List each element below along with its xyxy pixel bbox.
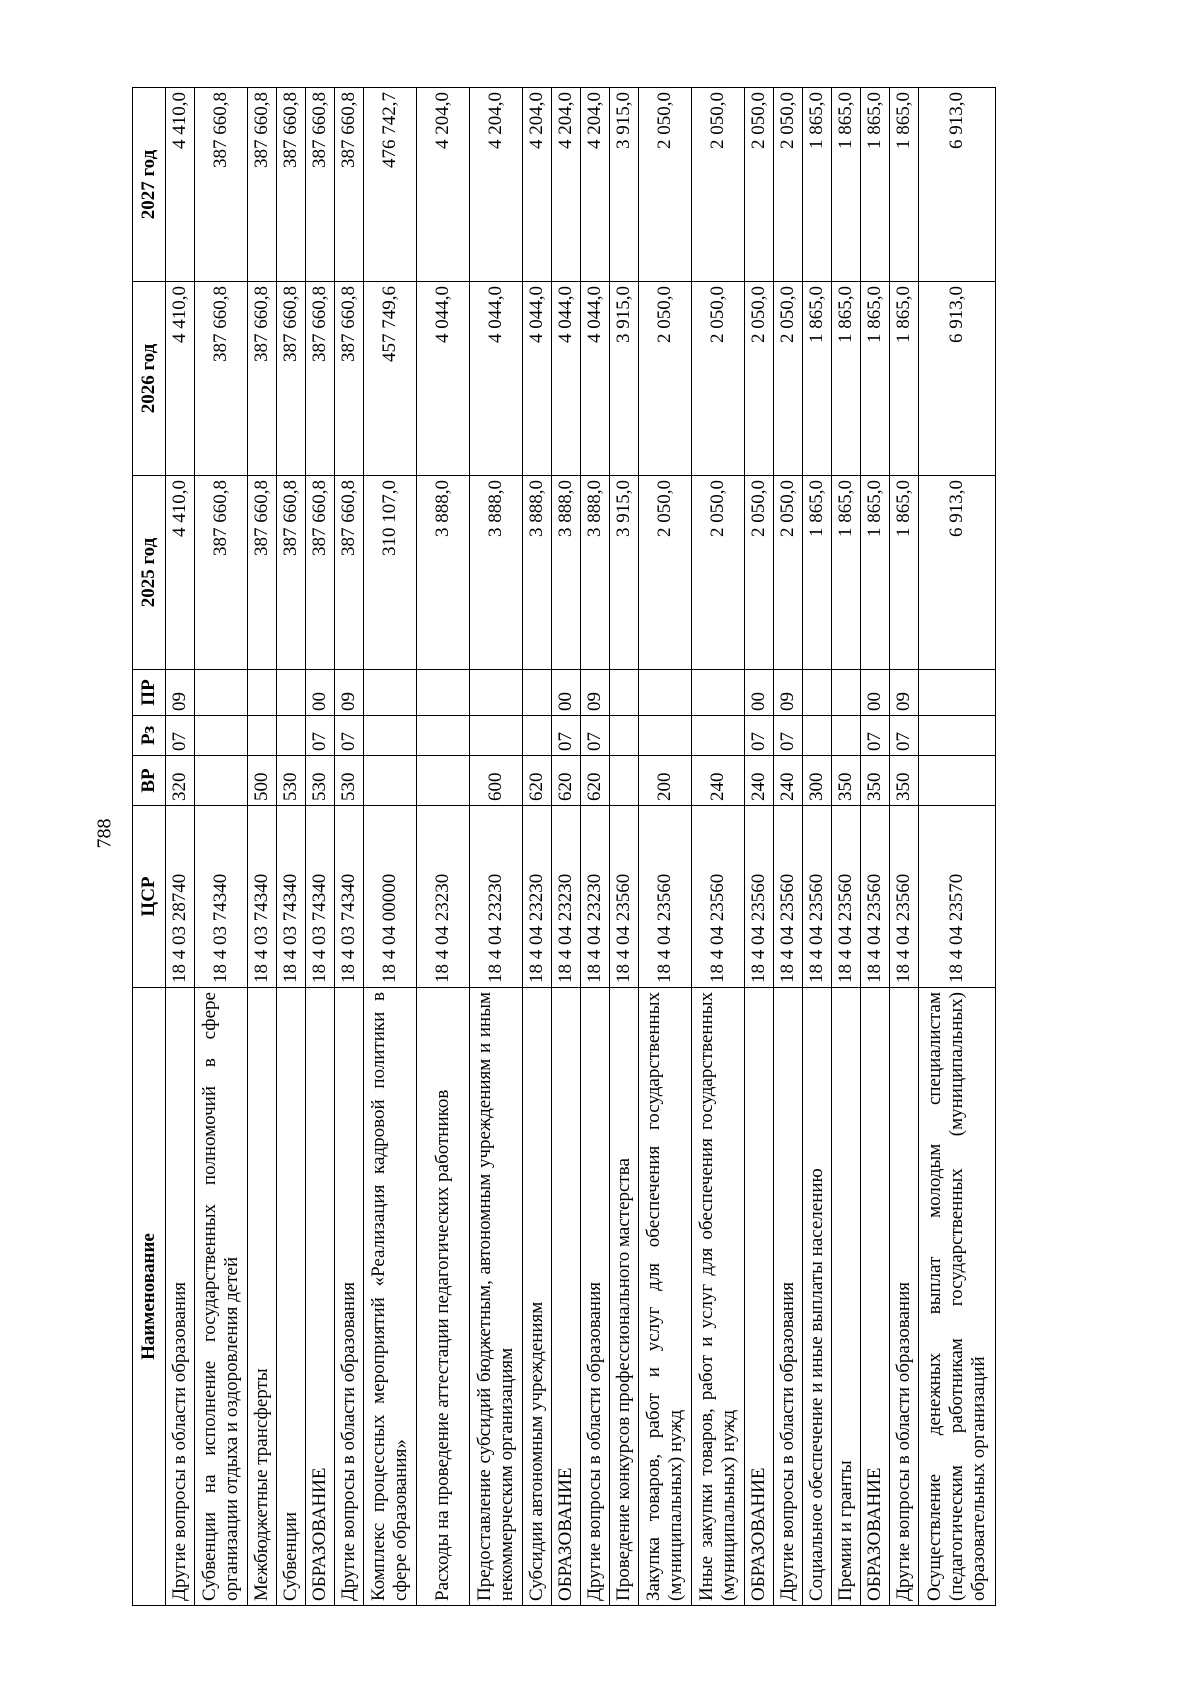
cell-rz — [692, 716, 745, 756]
cell-2027: 387 660,8 — [248, 88, 277, 282]
cell-vr: 200 — [639, 756, 692, 806]
cell-pr: 09 — [166, 670, 195, 716]
cell-name: Субсидии автономным учреждениям — [523, 988, 552, 1606]
cell-2025: 3 915,0 — [610, 476, 639, 670]
header-vr: ВР — [133, 756, 166, 806]
table-row — [306, 88, 335, 1606]
cell-2027: 387 660,8 — [335, 88, 364, 282]
table-row — [277, 88, 306, 1606]
cell-name: Другие вопросы в области образования — [581, 988, 610, 1606]
cell-pr — [803, 670, 832, 716]
cell-2027: 2 050,0 — [639, 88, 692, 282]
cell-vr: 600 — [470, 756, 523, 806]
cell-2025: 2 050,0 — [774, 476, 803, 670]
table-row — [581, 88, 610, 1606]
cell-2025: 3 888,0 — [552, 476, 581, 670]
cell-2025: 387 660,8 — [277, 476, 306, 670]
cell-vr: 350 — [890, 756, 919, 806]
cell-vr: 240 — [774, 756, 803, 806]
cell-pr: 09 — [890, 670, 919, 716]
table-header-row — [133, 88, 166, 1606]
cell-name: Закупка товаров, работ и услуг для обеспечения государственных (муниципальных) нужд — [639, 988, 692, 1606]
cell-csr: 18 4 04 23230 — [581, 806, 610, 988]
cell-name: ОБРАЗОВАНИЕ — [861, 988, 890, 1606]
cell-2025: 387 660,8 — [306, 476, 335, 670]
header-2025: 2025 год — [133, 476, 166, 670]
cell-2025: 6 913,0 — [919, 476, 996, 670]
cell-2027: 387 660,8 — [277, 88, 306, 282]
cell-pr — [470, 670, 523, 716]
cell-2025: 1 865,0 — [803, 476, 832, 670]
cell-name: Социальное обеспечение и иные выплаты населению — [803, 988, 832, 1606]
cell-csr: 18 4 04 23230 — [523, 806, 552, 988]
cell-csr: 18 4 03 28740 — [166, 806, 195, 988]
cell-2026: 1 865,0 — [832, 282, 861, 476]
cell-2027: 4 204,0 — [581, 88, 610, 282]
cell-2026: 4 044,0 — [581, 282, 610, 476]
cell-vr: 500 — [248, 756, 277, 806]
cell-2026: 387 660,8 — [335, 282, 364, 476]
cell-rz — [919, 716, 996, 756]
cell-csr: 18 4 03 74340 — [335, 806, 364, 988]
header-2027: 2027 год — [133, 88, 166, 282]
header-2026: 2026 год — [133, 282, 166, 476]
cell-2026: 2 050,0 — [745, 282, 774, 476]
cell-rz — [523, 716, 552, 756]
cell-2027: 2 050,0 — [745, 88, 774, 282]
table-row — [639, 88, 692, 1606]
cell-rz: 07 — [166, 716, 195, 756]
cell-csr: 18 4 04 23560 — [610, 806, 639, 988]
cell-rz: 07 — [552, 716, 581, 756]
cell-name: ОБРАЗОВАНИЕ — [745, 988, 774, 1606]
cell-name: Иные закупки товаров, работ и услуг для обеспечения государственных (муниципальных) нужд — [692, 988, 745, 1606]
cell-csr: 18 4 04 23560 — [861, 806, 890, 988]
cell-2025: 2 050,0 — [745, 476, 774, 670]
cell-name: Проведение конкурсов профессионального мастерства — [610, 988, 639, 1606]
cell-name: Премии и гранты — [832, 988, 861, 1606]
cell-rz — [639, 716, 692, 756]
cell-2027: 1 865,0 — [832, 88, 861, 282]
cell-name: Другие вопросы в области образования — [166, 988, 195, 1606]
header-name: Наименование — [133, 988, 166, 1606]
cell-name: Комплекс процессных мероприятий «Реализация кадровой политики в сфере образования» — [364, 988, 417, 1606]
cell-name: Межбюджетные трансферты — [248, 988, 277, 1606]
cell-name: Другие вопросы в области образования — [890, 988, 919, 1606]
cell-rz: 07 — [861, 716, 890, 756]
cell-pr: 00 — [306, 670, 335, 716]
cell-pr — [195, 670, 248, 716]
cell-name: Другие вопросы в области образования — [774, 988, 803, 1606]
cell-vr: 350 — [832, 756, 861, 806]
header-pr: ПР — [133, 670, 166, 716]
cell-2026: 457 749,6 — [364, 282, 417, 476]
cell-2026: 2 050,0 — [774, 282, 803, 476]
cell-2027: 3 915,0 — [610, 88, 639, 282]
cell-rz — [417, 716, 470, 756]
cell-rz: 07 — [745, 716, 774, 756]
cell-2027: 4 204,0 — [417, 88, 470, 282]
cell-2025: 3 888,0 — [470, 476, 523, 670]
cell-rz — [364, 716, 417, 756]
cell-csr: 18 4 04 00000 — [364, 806, 417, 988]
cell-2026: 387 660,8 — [195, 282, 248, 476]
cell-rz: 07 — [774, 716, 803, 756]
cell-pr — [919, 670, 996, 716]
cell-vr: 530 — [306, 756, 335, 806]
table-row — [470, 88, 523, 1606]
cell-2027: 6 913,0 — [919, 88, 996, 282]
cell-csr: 18 4 04 23560 — [832, 806, 861, 988]
cell-pr: 09 — [335, 670, 364, 716]
cell-2026: 1 865,0 — [890, 282, 919, 476]
cell-rz: 07 — [581, 716, 610, 756]
table-row — [745, 88, 774, 1606]
cell-2026: 387 660,8 — [306, 282, 335, 476]
cell-2026: 4 410,0 — [166, 282, 195, 476]
cell-2025: 4 410,0 — [166, 476, 195, 670]
cell-csr: 18 4 04 23560 — [774, 806, 803, 988]
header-rz: Рз — [133, 716, 166, 756]
cell-2027: 4 204,0 — [552, 88, 581, 282]
cell-2026: 2 050,0 — [639, 282, 692, 476]
cell-2025: 1 865,0 — [832, 476, 861, 670]
cell-csr: 18 4 04 23230 — [417, 806, 470, 988]
cell-2026: 4 044,0 — [470, 282, 523, 476]
table-row — [417, 88, 470, 1606]
table-row — [774, 88, 803, 1606]
cell-2027: 2 050,0 — [692, 88, 745, 282]
cell-csr: 18 4 03 74340 — [277, 806, 306, 988]
cell-2027: 4 410,0 — [166, 88, 195, 282]
cell-csr: 18 4 04 23560 — [639, 806, 692, 988]
cell-pr — [248, 670, 277, 716]
budget-table — [132, 87, 996, 1606]
cell-2027: 4 204,0 — [470, 88, 523, 282]
cell-vr: 620 — [523, 756, 552, 806]
table-row — [692, 88, 745, 1606]
cell-pr — [277, 670, 306, 716]
cell-2025: 1 865,0 — [861, 476, 890, 670]
cell-2027: 1 865,0 — [890, 88, 919, 282]
cell-2027: 387 660,8 — [306, 88, 335, 282]
table-row — [195, 88, 248, 1606]
cell-vr: 530 — [277, 756, 306, 806]
cell-name: Предоставление субсидий бюджетным, автономным учреждениям и иным некоммерческим организациям — [470, 988, 523, 1606]
table-row — [919, 88, 996, 1606]
cell-vr: 530 — [335, 756, 364, 806]
cell-pr — [523, 670, 552, 716]
cell-2026: 4 044,0 — [523, 282, 552, 476]
cell-csr: 18 4 04 23230 — [470, 806, 523, 988]
cell-vr — [195, 756, 248, 806]
cell-2025: 2 050,0 — [639, 476, 692, 670]
cell-rz: 07 — [306, 716, 335, 756]
cell-2025: 2 050,0 — [692, 476, 745, 670]
cell-2026: 387 660,8 — [248, 282, 277, 476]
cell-pr — [610, 670, 639, 716]
cell-2026: 3 915,0 — [610, 282, 639, 476]
table-row — [248, 88, 277, 1606]
cell-2027: 1 865,0 — [861, 88, 890, 282]
rotated-table-container — [132, 88, 1036, 1606]
cell-pr — [364, 670, 417, 716]
table-row — [890, 88, 919, 1606]
cell-vr: 300 — [803, 756, 832, 806]
cell-pr: 09 — [774, 670, 803, 716]
cell-csr: 18 4 04 23560 — [890, 806, 919, 988]
cell-2025: 387 660,8 — [195, 476, 248, 670]
cell-2026: 387 660,8 — [277, 282, 306, 476]
cell-pr — [639, 670, 692, 716]
cell-csr: 18 4 03 74340 — [306, 806, 335, 988]
cell-name: Субвенции на исполнение государственных полномочий в сфере организации отдыха и оздоровления детей — [195, 988, 248, 1606]
table-row — [523, 88, 552, 1606]
cell-2027: 476 742,7 — [364, 88, 417, 282]
cell-2026: 1 865,0 — [803, 282, 832, 476]
cell-2027: 387 660,8 — [195, 88, 248, 282]
table-row — [861, 88, 890, 1606]
cell-name: Осуществление денежных выплат молодым специалистам (педагогическим работникам государственных (муниципальных) образовательных организаций — [919, 988, 996, 1606]
cell-rz — [195, 716, 248, 756]
cell-pr: 09 — [581, 670, 610, 716]
cell-2026: 6 913,0 — [919, 282, 996, 476]
cell-vr: 240 — [692, 756, 745, 806]
table-row — [552, 88, 581, 1606]
header-csr: ЦСР — [133, 806, 166, 988]
cell-rz — [277, 716, 306, 756]
cell-name: Субвенции — [277, 988, 306, 1606]
table-row — [364, 88, 417, 1606]
cell-rz — [248, 716, 277, 756]
cell-vr: 620 — [581, 756, 610, 806]
cell-vr: 620 — [552, 756, 581, 806]
table-row — [335, 88, 364, 1606]
cell-csr: 18 4 04 23560 — [803, 806, 832, 988]
cell-csr: 18 4 04 23570 — [919, 806, 996, 988]
cell-2025: 3 888,0 — [523, 476, 552, 670]
cell-name: Другие вопросы в области образования — [335, 988, 364, 1606]
cell-vr — [364, 756, 417, 806]
cell-name: Расходы на проведение аттестации педагогических работников — [417, 988, 470, 1606]
cell-rz — [832, 716, 861, 756]
cell-pr — [417, 670, 470, 716]
cell-vr — [610, 756, 639, 806]
cell-2025: 387 660,8 — [248, 476, 277, 670]
cell-rz — [610, 716, 639, 756]
cell-rz — [470, 716, 523, 756]
cell-csr: 18 4 04 23560 — [692, 806, 745, 988]
table-row — [803, 88, 832, 1606]
table-row — [166, 88, 195, 1606]
page-number: 788 — [93, 818, 116, 849]
cell-pr — [692, 670, 745, 716]
cell-rz: 07 — [890, 716, 919, 756]
cell-2026: 4 044,0 — [552, 282, 581, 476]
cell-2025: 1 865,0 — [890, 476, 919, 670]
cell-csr: 18 4 03 74340 — [195, 806, 248, 988]
cell-2027: 2 050,0 — [774, 88, 803, 282]
cell-vr: 320 — [166, 756, 195, 806]
cell-2025: 3 888,0 — [417, 476, 470, 670]
cell-name: ОБРАЗОВАНИЕ — [552, 988, 581, 1606]
cell-pr: 00 — [861, 670, 890, 716]
cell-pr: 00 — [552, 670, 581, 716]
cell-rz — [803, 716, 832, 756]
cell-2026: 2 050,0 — [692, 282, 745, 476]
cell-csr: 18 4 04 23230 — [552, 806, 581, 988]
table-row — [832, 88, 861, 1606]
table-row — [610, 88, 639, 1606]
cell-2027: 1 865,0 — [803, 88, 832, 282]
cell-2026: 4 044,0 — [417, 282, 470, 476]
cell-csr: 18 4 03 74340 — [248, 806, 277, 988]
cell-2027: 4 204,0 — [523, 88, 552, 282]
cell-2025: 3 888,0 — [581, 476, 610, 670]
cell-vr — [919, 756, 996, 806]
cell-2025: 310 107,0 — [364, 476, 417, 670]
cell-2025: 387 660,8 — [335, 476, 364, 670]
cell-rz: 07 — [335, 716, 364, 756]
cell-csr: 18 4 04 23560 — [745, 806, 774, 988]
cell-pr: 00 — [745, 670, 774, 716]
cell-vr: 240 — [745, 756, 774, 806]
cell-vr: 350 — [861, 756, 890, 806]
cell-vr — [417, 756, 470, 806]
cell-2026: 1 865,0 — [861, 282, 890, 476]
cell-pr — [832, 670, 861, 716]
cell-name: ОБРАЗОВАНИЕ — [306, 988, 335, 1606]
